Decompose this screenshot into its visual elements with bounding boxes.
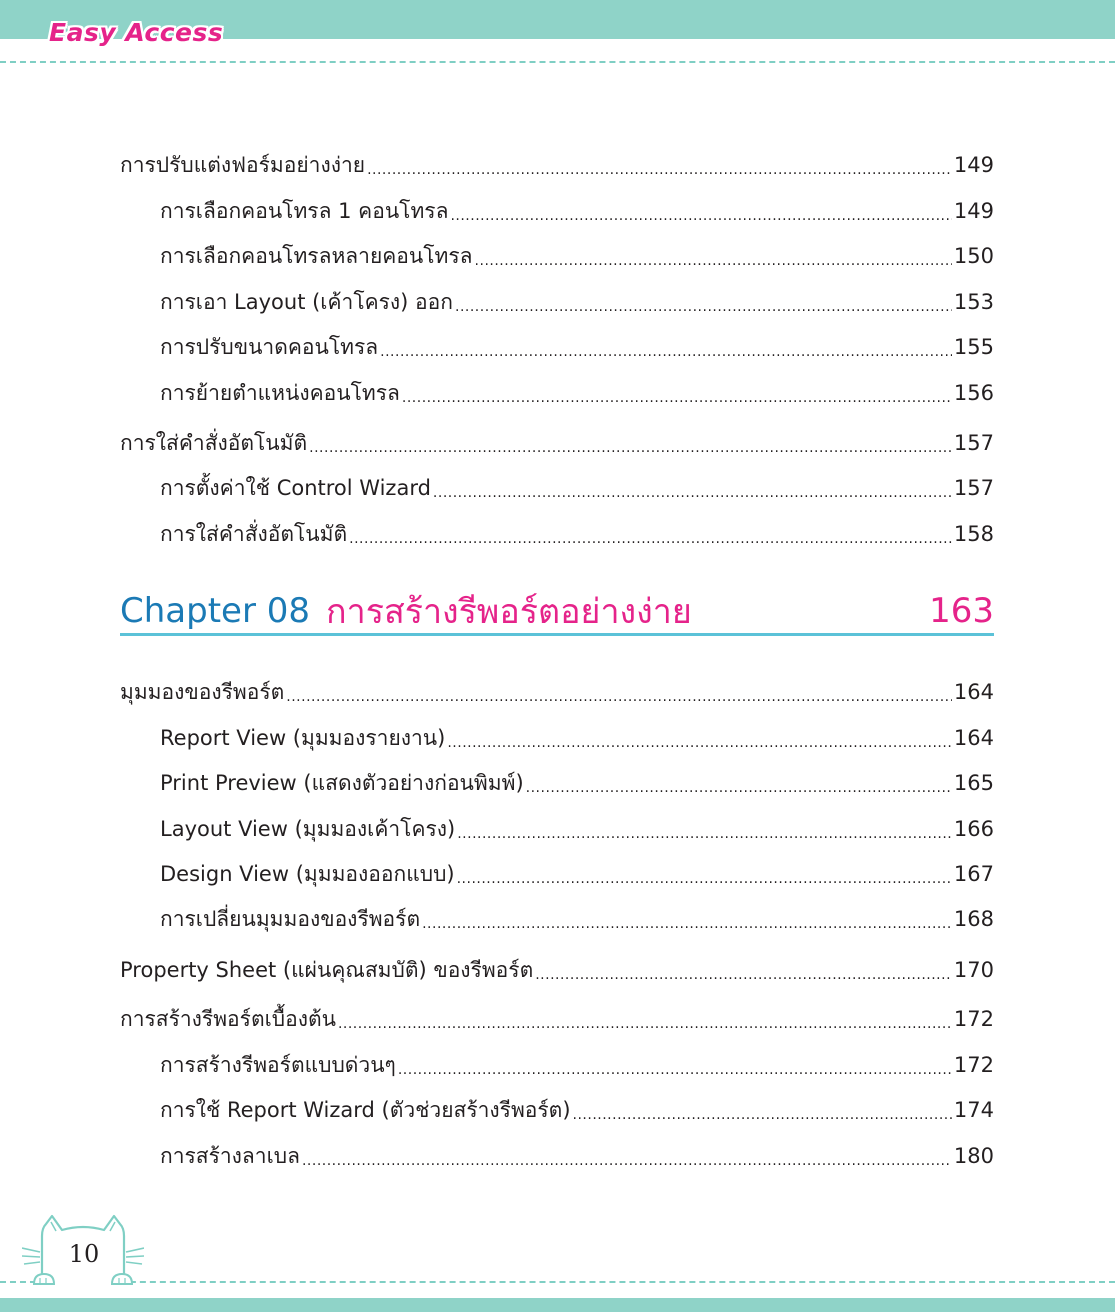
toc-entry-title: Property Sheet (แผ่นคุณสมบัติ) ของรีพอร์ต [120, 958, 534, 982]
toc-entry-page: 150 [953, 244, 994, 268]
toc-entry-page: 167 [953, 862, 994, 886]
toc-entry[interactable] [160, 376, 994, 410]
toc-entry[interactable] [160, 857, 994, 891]
toc-entry-title: การเอา Layout (เค้าโครง) ออก [160, 290, 453, 314]
chapter-title: การสร้างรีพอร์ตอย่างง่าย [326, 592, 692, 632]
toc-entry[interactable] [120, 148, 994, 182]
toc-entry[interactable] [120, 1002, 994, 1036]
toc-entry-title: การใช้ Report Wizard (ตัวช่วยสร้างรีพอร์ต) [160, 1098, 571, 1122]
top-dashed-divider [0, 61, 1115, 63]
toc-entry-title: Print Preview (แสดงตัวอย่างก่อนพิมพ์) [160, 771, 524, 795]
toc-entry-title: การปรับแต่งฟอร์มอย่างง่าย [120, 153, 366, 177]
dot-leader [526, 776, 952, 800]
dot-leader [398, 1058, 952, 1082]
brand-title: Easy Access [49, 18, 224, 47]
toc-entry[interactable] [160, 1048, 994, 1082]
toc-entry-page: 164 [953, 680, 994, 704]
dot-leader [447, 731, 952, 755]
bottom-color-band [0, 1298, 1115, 1312]
toc-entry[interactable] [160, 812, 994, 846]
toc-entry-title: การสร้างรีพอร์ตเบื้องต้น [120, 1007, 336, 1031]
dot-leader [455, 295, 952, 319]
toc-entry[interactable] [160, 239, 994, 273]
dot-leader [309, 436, 952, 460]
toc-entry-title: การใส่คำสั่งอัตโนมัติ [120, 431, 308, 455]
toc-entry[interactable] [160, 194, 994, 228]
dot-leader [367, 158, 952, 182]
toc-entry-title: การตั้งค่าใช้ Control Wizard [160, 476, 431, 500]
toc-entry[interactable] [160, 721, 994, 755]
toc-entry-page: 158 [953, 522, 994, 546]
chapter-heading[interactable] [120, 588, 994, 634]
dot-leader [457, 822, 952, 846]
toc-entry-page: 155 [953, 335, 994, 359]
toc-entry-title: การเลือกคอนโทรลหลายคอนโทรล [160, 244, 473, 268]
chapter-label: Chapter 08 [120, 591, 311, 631]
toc-entry-title: Design View (มุมมองออกแบบ) [160, 862, 455, 886]
dot-leader [535, 963, 952, 987]
toc-entry-page: 149 [953, 199, 994, 223]
toc-entry[interactable] [120, 675, 994, 709]
toc-entry-title: Layout View (มุมมองเค้าโครง) [160, 817, 456, 841]
dot-leader [286, 685, 952, 709]
toc-entry-title: การสร้างรีพอร์ตแบบด่วนๆ [160, 1053, 396, 1077]
toc-entry-title: การใส่คำสั่งอัตโนมัติ [160, 522, 348, 546]
toc-entry[interactable] [160, 902, 994, 936]
dot-leader [302, 1149, 952, 1173]
toc-entry-page: 170 [953, 958, 994, 982]
toc-entry-page: 157 [953, 431, 994, 455]
dot-leader [573, 1103, 952, 1127]
toc-entry-title: การเปลี่ยนมุมมองของรีพอร์ต [160, 907, 421, 931]
toc-entry[interactable] [160, 471, 994, 505]
dot-leader [402, 386, 952, 410]
toc-entry-page: 165 [953, 771, 994, 795]
toc-entry[interactable] [160, 1093, 994, 1127]
dot-leader [433, 481, 952, 505]
toc-entry[interactable] [120, 426, 994, 460]
bottom-dashed-divider [0, 1281, 1115, 1283]
toc-entry[interactable] [160, 766, 994, 800]
chapter-underline [120, 633, 994, 636]
toc-entry-title: Report View (มุมมองรายงาน) [160, 726, 446, 750]
toc-entry-title: การย้ายตำแหน่งคอนโทรล [160, 381, 400, 405]
dot-leader [422, 912, 952, 936]
toc-entry-page: 166 [953, 817, 994, 841]
toc-entry[interactable] [120, 953, 994, 987]
dot-leader [475, 249, 952, 273]
toc-entry-page: 180 [953, 1144, 994, 1168]
dot-leader [457, 867, 952, 891]
toc-entry[interactable] [160, 285, 994, 319]
dot-leader [380, 340, 952, 364]
toc-entry-page: 172 [953, 1007, 994, 1031]
page-number: 10 [68, 1240, 100, 1268]
toc-entry-page: 172 [953, 1053, 994, 1077]
toc-entry-title: มุมมองของรีพอร์ต [120, 680, 285, 704]
toc-entry[interactable] [160, 1139, 994, 1173]
toc-entry-page: 156 [953, 381, 994, 405]
toc-entry-page: 153 [953, 290, 994, 314]
chapter-page: 163 [929, 591, 994, 631]
toc-entry[interactable] [160, 330, 994, 364]
toc-entry-title: การเลือกคอนโทรล 1 คอนโทรล [160, 199, 449, 223]
toc-entry-page: 157 [953, 476, 994, 500]
toc-entry-page: 164 [953, 726, 994, 750]
dot-leader [349, 527, 952, 551]
toc-entry-page: 149 [953, 153, 994, 177]
dot-leader [450, 204, 951, 228]
toc-entry-title: การสร้างลาเบล [160, 1144, 300, 1168]
toc-entry-title: การปรับขนาดคอนโทรล [160, 335, 379, 359]
toc-entry[interactable] [160, 517, 994, 551]
dot-leader [338, 1012, 952, 1036]
toc-entry-page: 168 [953, 907, 994, 931]
toc-entry-page: 174 [953, 1098, 994, 1122]
